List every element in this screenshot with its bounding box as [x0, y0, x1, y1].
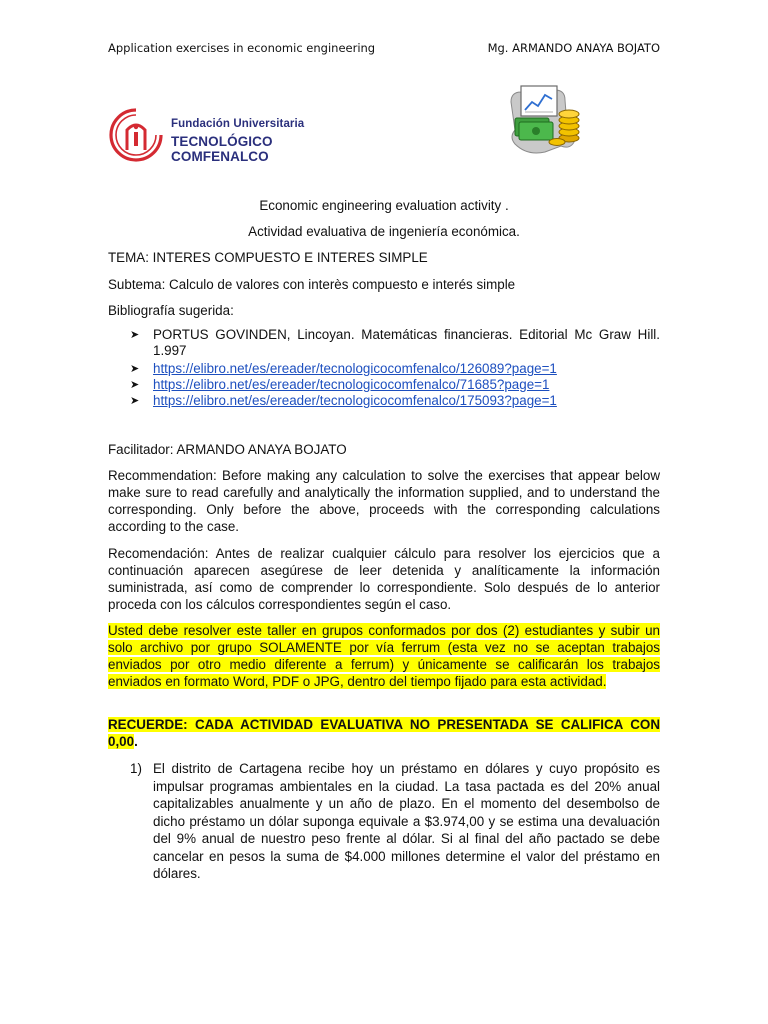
facilitator: Facilitador: ARMANDO ANAYA BOJATO	[108, 442, 347, 457]
title-spanish: Actividad evaluativa de ingeniería económica.	[248, 224, 520, 239]
group-instructions	[108, 622, 660, 690]
exercise-1	[130, 760, 660, 883]
bibliography-link-1[interactable]: https://elibro.net/es/ereader/tecnologicocomfenalco/126089?page=1	[153, 361, 557, 376]
bibliography-item	[130, 377, 660, 393]
recommendation-english: Recommendation: Before making any calculation to solve the exercises that appear below make sure to read carefully and analytically the information supplied, and to understand the corresponding. Only before the above, proceeds with the corresponding calculations according to the case.	[108, 468, 660, 534]
header-author: Mg. ARMANDO ANAYA BOJATO	[487, 41, 660, 55]
bibliography-book: PORTUS GOVINDEN, Lincoyan. Matemáticas financieras. Editorial Mc Graw Hill. 1.997	[153, 327, 660, 358]
arrow-bullet-icon: ➤	[130, 329, 140, 341]
university-logo	[107, 106, 369, 164]
subtopic: Subtema: Calculo de valores con interès compuesto e interés simple	[108, 277, 516, 292]
exercise-text: El distrito de Cartagena recibe hoy un préstamo en dólares y cuyo propósito es impulsar programas ambientales en la ciudad. La tasa pactada es del 20% anual capitalizables anualmente y un año de plazo. En el momento del desembolso de dicho préstamo un dólar suponga equivale a $3.974,00 y se estima una devaluación del 9% anual de nuestro peso frente al dólar. Si al final del año pactado se debe cancelar en pesos la suma de $4.000 millones determine el valor del préstamo en dólares.	[153, 761, 660, 881]
university-emblem-icon	[107, 106, 165, 164]
arrow-bullet-icon: ➤	[130, 395, 140, 407]
title-english: Economic engineering evaluation activity .	[259, 198, 509, 213]
logo-line-1: Fundación Universitaria	[171, 118, 305, 130]
arrow-bullet-icon: ➤	[130, 363, 140, 375]
logo-line-2: TECNOLÓGICO COMFENALCO	[171, 134, 273, 164]
warning-notice	[108, 716, 660, 750]
recommendation-spanish: Recomendación: Antes de realizar cualquier cálculo para resolver los ejercicios que a continuación aparecen asegúrese de leer detenida y analíticamente la información suministrada, así como de comprender lo correspondiente. Solo después de lo anterior proceda con los cálculos correspondientes según el caso.	[108, 546, 660, 612]
bibliography-link-2[interactable]: https://elibro.net/es/ereader/tecnologicocomfenalco/71685?page=1	[153, 377, 550, 392]
arrow-bullet-icon: ➤	[130, 379, 140, 391]
finance-clipart-icon	[505, 82, 587, 158]
warning-text: RECUERDE: CADA ACTIVIDAD EVALUATIVA NO PRESENTADA SE CALIFICA CON 0,00	[108, 717, 660, 749]
header-course-title: Application exercises in economic engineering	[108, 41, 376, 55]
bibliography-item	[130, 393, 660, 409]
bibliography-item	[130, 327, 660, 359]
bibliography-list	[130, 327, 660, 409]
bibliography-label: Bibliografía sugerida:	[108, 303, 234, 318]
highlighted-instructions: Usted debe resolver este taller en grupos conformados por dos (2) estudiantes y subir un solo archivo por grupo SOLAMENTE por vía ferrum (esta vez no se aceptan trabajos enviados por otro medio diferente a ferrum) y únicamente se calificarán los trabajos enviados en formato Word, PDF o JPG, dentro del tiempo fijado para esta actividad.	[108, 623, 660, 689]
bibliography-link-3[interactable]: https://elibro.net/es/ereader/tecnologicocomfenalco/175093?page=1	[153, 393, 557, 408]
exercise-number: 1)	[130, 761, 142, 776]
topic: TEMA: INTERES COMPUESTO E INTERES SIMPLE	[108, 250, 428, 265]
page-header	[108, 41, 660, 59]
bibliography-item	[130, 361, 660, 377]
warning-period: .	[134, 734, 138, 749]
